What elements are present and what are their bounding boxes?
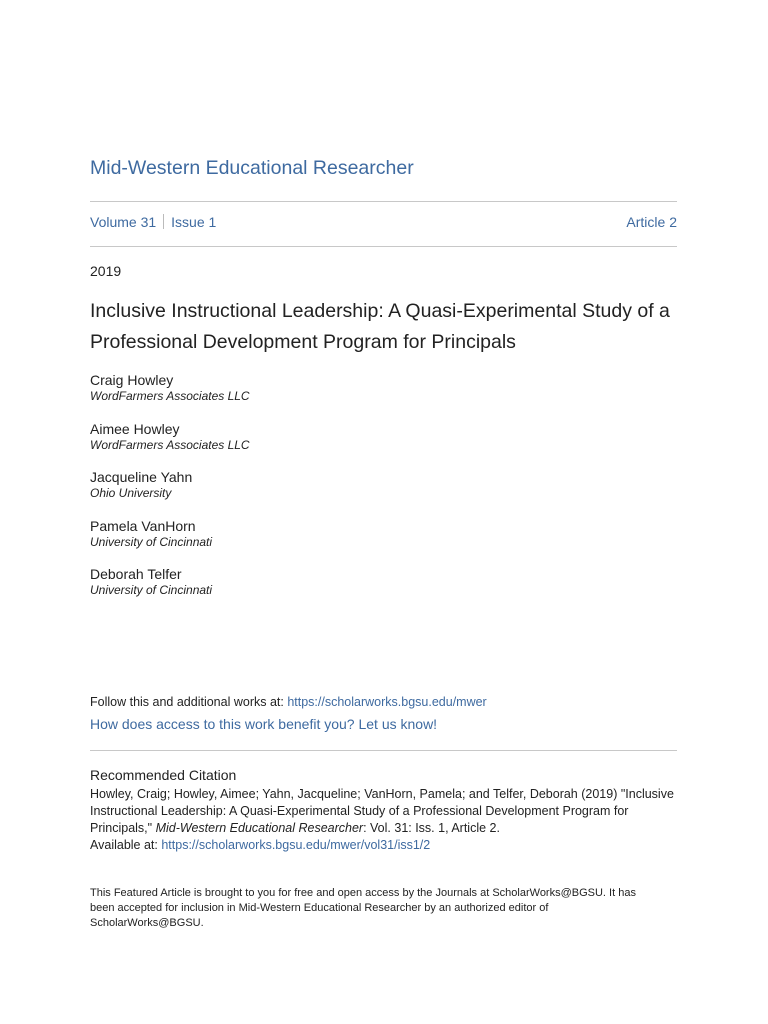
citation-authors-title: Howley, Craig; Howley, Aimee; Yahn, Jacqueline; VanHorn, Pamela; and Telfer, Deborah (2019) "Inclusive Instructional Leadership: A Quasi-Experimental Study of a Professional Development Program for Principals,"	[90, 787, 674, 835]
author-entry	[90, 518, 250, 567]
author-entry	[90, 372, 250, 421]
citation-divider	[90, 750, 677, 751]
citation-volume: : Vol. 31: Iss. 1, Article 2.	[363, 821, 500, 835]
author-entry	[90, 469, 250, 518]
issue-bar	[90, 214, 677, 230]
available-label: Available at:	[90, 838, 162, 852]
article-url-link[interactable]: https://scholarworks.bgsu.edu/mwer/vol31/iss1/2	[161, 838, 431, 852]
author-name: Jacqueline Yahn	[90, 469, 193, 485]
author-affiliation: WordFarmers Associates LLC	[90, 437, 250, 452]
author-name: Aimee Howley	[90, 420, 180, 437]
author-name: Craig Howley	[90, 372, 174, 388]
author-entry	[90, 566, 250, 615]
citation-text	[90, 786, 677, 854]
author-entry	[90, 421, 250, 470]
author-name: Deborah Telfer	[90, 566, 182, 582]
feedback-link[interactable]: How does access to this work benefit you? Let us know!	[90, 716, 438, 732]
citation-heading: Recommended Citation	[90, 767, 237, 783]
volume-link[interactable]: Volume 31	[90, 214, 157, 230]
author-affiliation: Ohio University	[90, 486, 172, 500]
author-affiliation: University of Cincinnati	[90, 534, 213, 549]
author-name: Pamela VanHorn	[90, 517, 196, 534]
top-divider	[90, 201, 677, 202]
author-affiliation: WordFarmers Associates LLC	[90, 389, 250, 403]
article-link[interactable]: Article 2	[626, 214, 677, 230]
author-list	[90, 372, 250, 615]
issue-link[interactable]: Issue 1	[171, 214, 217, 230]
publication-year: 2019	[90, 263, 122, 279]
follow-line	[90, 695, 487, 709]
issue-separator	[163, 214, 164, 229]
collection-link[interactable]: https://scholarworks.bgsu.edu/mwer	[287, 695, 487, 709]
journal-title-link[interactable]: Mid-Western Educational Researcher	[90, 157, 414, 179]
follow-text: Follow this and additional works at:	[90, 695, 288, 709]
author-affiliation: University of Cincinnati	[90, 583, 213, 597]
citation-journal: Mid-Western Educational Researcher	[155, 821, 364, 835]
access-notice: This Featured Article is brought to you for free and open access by the Journals at ScholarWorks@BGSU. It has been accepted for inclusion in Mid-Western Educational Researcher by an authorized editor of ScholarWorks@BGSU.	[90, 887, 636, 929]
article-title: Inclusive Instructional Leadership: A Quasi-Experimental Study of a Professional Development Program for Principals	[90, 300, 670, 353]
issue-divider	[90, 246, 677, 247]
